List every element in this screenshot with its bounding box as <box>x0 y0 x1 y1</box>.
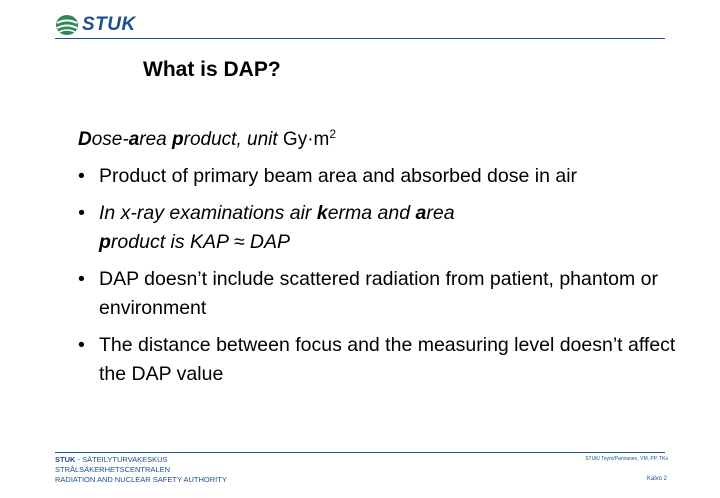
footer-organization <box>55 455 227 485</box>
footer-org-short: STUK <box>55 455 76 464</box>
bullet-list <box>78 162 678 397</box>
slide-title: What is DAP? <box>143 58 281 81</box>
bullet-item-2: • In x-ray examinations air kerma and area product is KAP ≈ DAP <box>78 199 678 257</box>
def-unit-exponent: 2 <box>329 127 337 141</box>
header-divider <box>55 38 665 39</box>
def-letter-a: a <box>128 129 140 150</box>
def-text-rea: rea <box>139 129 173 150</box>
def-text-ose: ose- <box>91 129 129 150</box>
def-unit: Gy·m <box>277 129 330 150</box>
footer-divider <box>55 452 665 453</box>
bullet-item-4: • The distance between focus and the measuring level doesn’t affect the DAP value <box>78 331 678 389</box>
logo-wordmark: STUK <box>82 14 136 35</box>
globe-icon <box>55 14 79 36</box>
footer-line1: - SÄTEILYTURVAKESKUS <box>75 455 168 464</box>
footer-authors: STUK/ Toyro/Parvianen, VM, PP, TKs <box>585 456 668 462</box>
def-letter-p: p <box>172 129 184 150</box>
bullet-item-3: • DAP doesn’t include scattered radiation from patient, phantom or environment <box>78 265 678 323</box>
def-text-roduct: roduct, unit <box>183 129 278 150</box>
footer-line2: STRÅLSÄKERHETSCENTRALEN <box>55 465 171 474</box>
def-letter-d: D <box>78 129 92 150</box>
definition-line <box>78 127 336 151</box>
bullet-item-1: • Product of primary beam area and absorbed dose in air <box>78 162 678 191</box>
footer-line3: RADIATION AND NUCLEAR SAFETY AUTHORITY <box>55 475 227 484</box>
stuk-logo <box>55 13 136 37</box>
page-number: Kalvo 2 <box>646 476 667 482</box>
